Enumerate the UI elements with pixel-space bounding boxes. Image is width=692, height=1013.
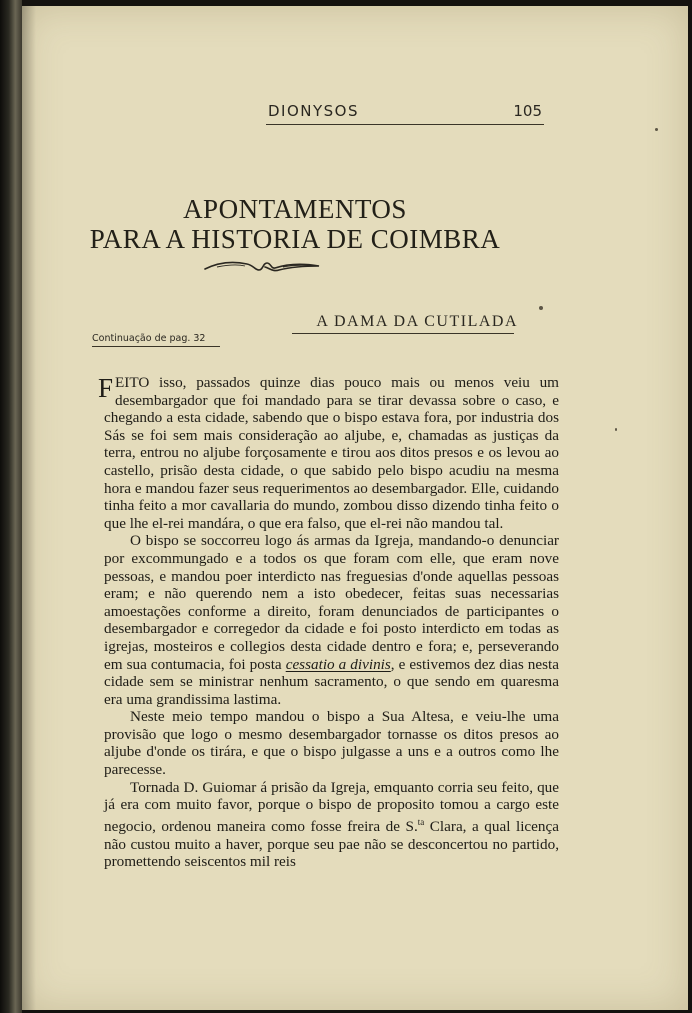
- continuation-note: Continuação de pag. 32: [92, 333, 206, 344]
- section-title: A DAMA DA CUTILADA: [316, 313, 518, 330]
- paper-speck: [655, 128, 658, 131]
- binding-edge: [0, 0, 22, 1013]
- paragraph-4-text-b: Clara, a qual licença não custou muito a haver, porque seu pae não se desconcertou no partido, promettendo seiscentos mil reis: [104, 817, 559, 871]
- paragraph-4: [104, 779, 559, 871]
- paper-speck: [539, 306, 543, 310]
- drop-cap: F: [98, 373, 114, 403]
- paragraph-3: Neste meio tempo mandou o bispo a Sua Altesa, e veiu-lhe uma provisão que logo o mesmo desembargador tornasse os ditos presos ao aljube d'onde os tirára, e que o bispo julgasse a uns e a outros como lhe parecesse.: [104, 708, 559, 779]
- paragraph-2-text-a: O bispo se soccorreu logo ás armas da Igreja, mandando-o denunciar por excommungado e a todos os que foram com elle, que eram nove pessoas, e mandou poer interdicto nas freguesias d'onde aquellas pessoas eram; e não querendo nem a isto obedecer, feitas suas necessarias amoestações conforme a direito, foram denunciados de participantes o desembargador e corregedor da cidade e foi posto interdicto em todas as igrejas, mosteiros e collegios desta cidade dentro e fora; e, perseverando em sua contumacia, foi posta: [104, 532, 559, 673]
- header-rule: [266, 124, 544, 125]
- running-head-title: DIONYSOS: [268, 102, 360, 120]
- page-gutter-shadow: [22, 6, 36, 1010]
- latin-phrase: cessatio a divinis: [285, 655, 391, 673]
- paragraph-1: [98, 373, 559, 532]
- paper-speck: [615, 428, 617, 431]
- article-title-line-2: PARA A HISTORIA DE COIMBRA: [89, 224, 501, 254]
- paragraph-2-text-b: , e estivemos dez dias nesta cidade sem se ministrar nenhum sacramento, o que sendo em quaresma era uma grandissima lastima.: [104, 655, 559, 708]
- paragraph-4-text-a: Tornada D. Guiomar á prisão da Igreja, emquanto corria seu feito, que já era com muito favor, porque o bispo de proposito tomou a cargo este negocio, ordenou maneira como fosse freira de S.: [104, 778, 559, 835]
- section-title-rule: [292, 333, 514, 334]
- page-number: 105: [513, 102, 542, 120]
- flourish-ornament-icon: [203, 258, 321, 274]
- article-title-line-1: APONTAMENTOS: [183, 194, 407, 224]
- paragraph-2: [104, 532, 559, 708]
- superscript-ta: ta: [417, 816, 425, 827]
- small-caps-lead: EITO: [115, 374, 150, 391]
- article-body: [98, 373, 559, 871]
- paragraph-1-text: isso, passados quinze dias pouco mais ou menos veiu um desembargador que foi mandado para se tirar devassa sobre o caso, e chegando a esta cidade, sabendo que o bispo estava fora, por industria dos Sás se foi sem mais consideração ao aljube, e, chamadas as justiças da terra, entrou no aljube forçosamente e tirou aos ditos presos e os levou ao castello, prisão desta cidade, o que sabido pelo bispo acudiu na mesma hora e mandou fazer seus requerimentos ao desembargador. Elle, cuidando tinha feito a mor cavallaria do mundo, zombou disso dizendo tinha feito o que lhe el-rei mandára, o que era falso, que el-rei não mandou tal.: [104, 374, 559, 532]
- continuation-rule: [92, 346, 220, 347]
